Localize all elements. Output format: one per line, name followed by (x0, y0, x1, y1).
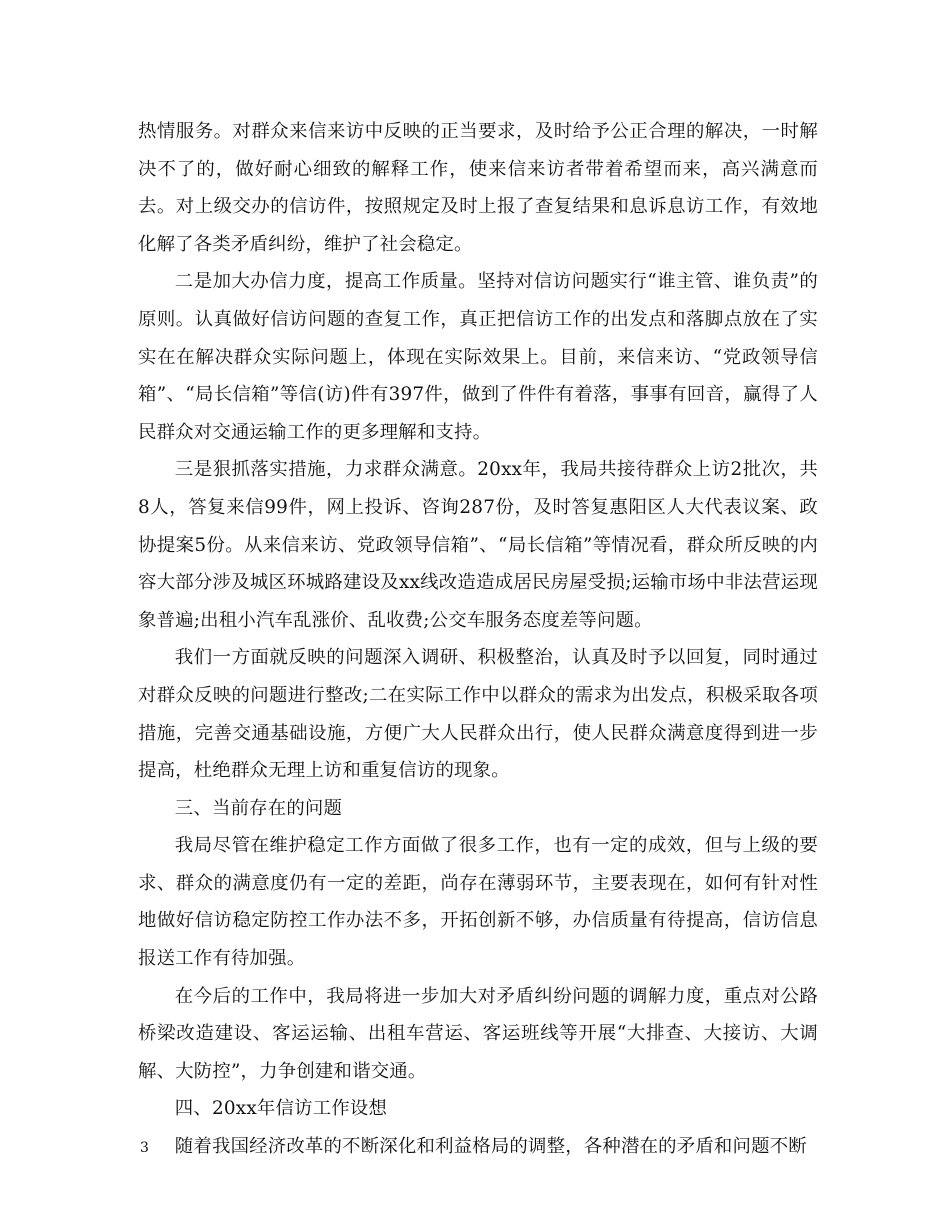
paragraph-continued-service: 热情服务。对群众来信来访中反映的正当要求，及时给予公正合理的解决，一时解决不了的，做好耐心细致的解释工作，使来信来访者带着希望而来，高兴满意而去。对上级交办的信访件，按照规定及时上报了查复结果和息诉息访工作，有效地化解了各类矛盾纠纷，维护了社会稳定。 (138, 121, 818, 255)
document-body (138, 113, 818, 1166)
paragraph-response: 我们一方面就反映的问题深入调研、积极整治，认真及时予以回复，同时通过对群众反映的问题进行整改;二在实际工作中以群众的需求为出发点，积极采取各项措施，完善交通基础设施，方便广大人民群众出行，使人民群众满意度得到进一步提高，杜绝群众无理上访和重复信访的现象。 (138, 647, 818, 782)
paragraph-second-point: 二是加大办信力度，提高工作质量。坚持对信访问题实行“谁主管、谁负责”的原则。认真做好信访问题的查复工作，真正把信访工作的出发点和落脚点放在了实实在在解决群众实际问题上，体现在实际效果上。目前，来信来访、“党政领导信箱”、“局长信箱”等信(访)件有397件，做到了件件有着落，事事有回音，赢得了人民群众对交通运输工作的更多理解和支持。 (138, 271, 818, 443)
paragraph-third-point: 三是狠抓落实措施，力求群众满意。20xx年，我局共接待群众上访2批次，共8人，答复来信99件，网上投诉、咨询287份，及时答复惠阳区人大代表议案、政协提案5份。从来信来访、党政领导信箱”、“局长信箱”等情况看，群众所反映的内容大部分涉及城区环城路建设及xx线改造造成居民房屋受损;运输市场中非法营运现象普遍;出租小汽车乱涨价、乱收费;公交车服务态度差等问题。 (138, 459, 818, 631)
page-number: 3 (140, 1140, 149, 1156)
paragraph-problems: 我局尽管在维护稳定工作方面做了很多工作，也有一定的成效，但与上级的要求、群众的满意度仍有一定的差距，尚存在薄弱环节，主要表现在，如何有针对性地做好信访稳定防控工作办法不多，开拓创新不够，办信质量有待提高，信访信息报送工作有待加强。 (138, 835, 818, 970)
section-heading-plan: 四、20xx年信访工作设想 (174, 1098, 388, 1120)
paragraph-future-work: 在今后的工作中，我局将进一步加大对矛盾纠纷问题的调解力度，重点对公路桥梁改造建设、客运运输、出租车营运、客运班线等开展“大排查、大接访、大调解、大防控”，力争创建和谐交通。 (138, 985, 818, 1082)
paragraph-reform: 随着我国经济改革的不断深化和利益格局的调整，各种潜在的矛盾和问题不断 (174, 1136, 807, 1158)
section-heading-current-problems: 三、当前存在的问题 (174, 797, 343, 819)
